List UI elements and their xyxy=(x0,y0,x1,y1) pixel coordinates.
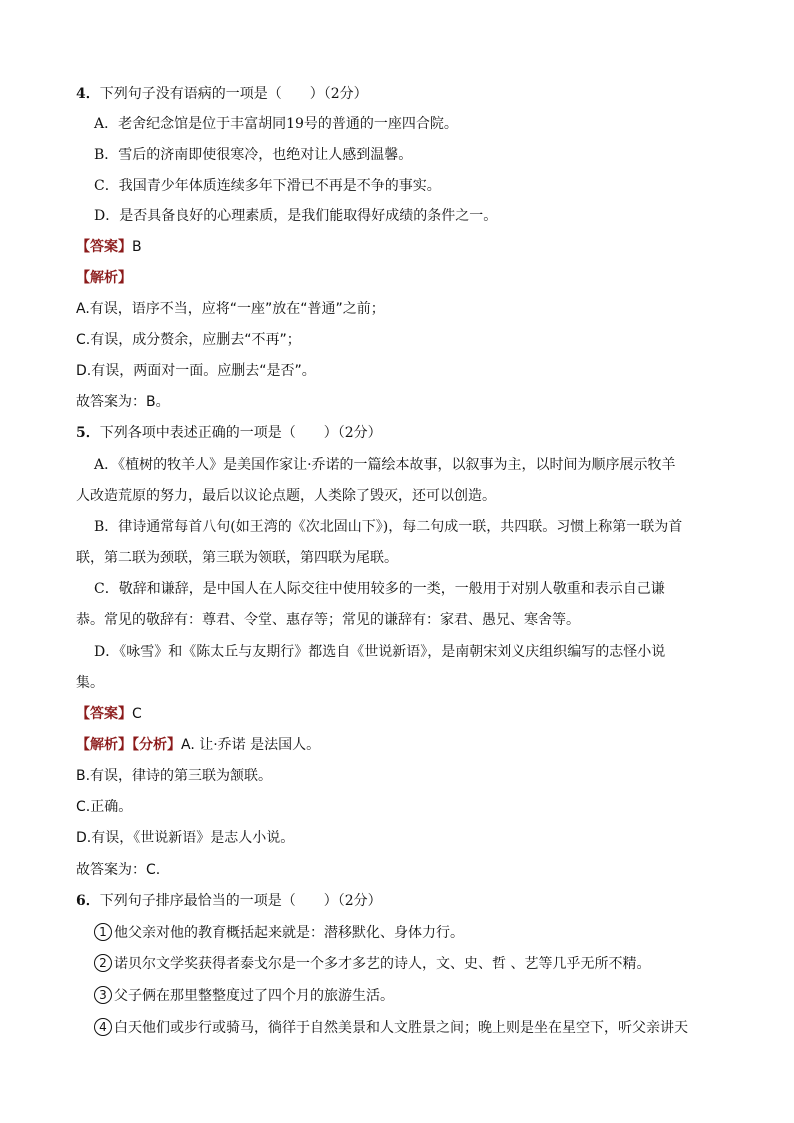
circled-number: 2 xyxy=(94,954,112,972)
q4-answer-value: B xyxy=(132,239,142,255)
circled-number: 4 xyxy=(94,1018,112,1036)
q4-number: 4． xyxy=(76,86,100,102)
q5-option-b-line2: 联，第二联为颈联，第三联为领联，第四联为尾联。 xyxy=(76,550,398,566)
q4-answer xyxy=(76,237,142,257)
q6-item-2 xyxy=(94,954,650,974)
q5-answer-value: C xyxy=(132,706,142,722)
q5-conclusion: 故答案为：C. xyxy=(76,862,161,878)
q6-item-text: 白天他们或步行或骑马，徜徉于自然美景和人文胜景之间；晚上则是坐在星空下，听父亲讲天 xyxy=(114,1020,688,1036)
q6-stem xyxy=(76,891,382,911)
q5-stem xyxy=(76,423,382,443)
q5-option-d-line2: 集。 xyxy=(76,675,104,691)
q4-conclusion: 故答案为：B。 xyxy=(76,394,170,410)
answer-tag: 【答案】 xyxy=(76,706,132,722)
q4-option-b: B．雪后的济南即使很寒冷，也绝对让人感到温馨。 xyxy=(94,147,413,163)
q5-option-d-line1: D．《咏雪》和《陈太丘与友期行》都选自《世说新语》，是南朝宋刘义庆组织编写的志怪小说 xyxy=(94,644,666,660)
circled-number: 3 xyxy=(94,986,112,1004)
q6-item-text: 他父亲对他的教育概括起来就是：潜移默化、身体力行。 xyxy=(114,925,464,941)
q5-analysis-d: D.有误，《世说新语》是志人小说。 xyxy=(76,830,295,846)
q6-item-text: 父子俩在那里整整度过了四个月的旅游生活。 xyxy=(114,988,394,1004)
q5-answer xyxy=(76,704,142,724)
q4-analysis-c: C.有误，成分赘余，应删去“不再”； xyxy=(76,332,301,348)
q6-item-text: 诺贝尔文学奖获得者泰戈尔是一个多才多艺的诗人，文、史、哲 、艺等几乎无所不精。 xyxy=(114,956,651,972)
q5-option-c-line2: 恭。常见的敬辞有：尊君、令堂、惠存等；常见的谦辞有：家君、愚兄、寒舍等。 xyxy=(76,612,580,628)
q5-option-c-line1: C．敬辞和谦辞，是中国人在人际交往中使用较多的一类，一般用于对别人敬重和表示自己谦 xyxy=(94,581,665,597)
q6-item-4 xyxy=(94,1018,688,1038)
analysis-tag: 【解析】【分析】 xyxy=(76,737,181,753)
q4-analysis-a: A.有误，语序不当，应将“一座”放在“普通”之前； xyxy=(76,301,385,317)
q5-number: 5． xyxy=(76,425,100,441)
q4-analysis-tag: 【解析】 xyxy=(76,270,132,286)
q4-analysis-d: D.有误，两面对一面。应删去“是否”。 xyxy=(76,363,316,379)
q6-item-1 xyxy=(94,923,464,943)
q4-option-d: D．是否具备良好的心理素质，是我们能取得好成绩的条件之一。 xyxy=(94,208,498,224)
q5-option-b-line1: B．律诗通常每首八句(如王湾的《次北固山下》)，每二句成一联，共四联。习惯上称第一联为首 xyxy=(94,519,683,535)
answer-tag: 【答案】 xyxy=(76,239,132,255)
q5-analysis-a: A. 让·乔诺 是法国人。 xyxy=(181,737,321,753)
q6-stem-text: 下列句子排序最恰当的一项是（ ）（2分） xyxy=(99,893,382,909)
q4-option-a: A．老舍纪念馆是位于丰富胡同19号的普通的一座四合院。 xyxy=(94,116,458,132)
q4-stem-text: 下列句子没有语病的一项是（ ）（2分） xyxy=(99,86,368,102)
q5-option-a-line2: 人改造荒原的努力，最后以议论点题，人类除了毁灭，还可以创造。 xyxy=(76,488,496,504)
q5-analysis-c: C.正确。 xyxy=(76,799,133,815)
q5-analysis-head xyxy=(76,735,320,755)
q6-item-3 xyxy=(94,986,394,1006)
q4-stem xyxy=(76,84,368,104)
q6-number: 6． xyxy=(76,893,100,909)
q5-stem-text: 下列各项中表述正确的一项是（ ）（2分） xyxy=(99,425,382,441)
q4-option-c: C．我国青少年体质连续多年下滑已不再是不争的事实。 xyxy=(94,178,441,194)
q5-option-a-line1: A．《植树的牧羊人》是美国作家让·乔诺的一篇绘本故事，以叙事为主，以时间为顺序展示牧羊 xyxy=(94,457,676,473)
circled-number: 1 xyxy=(94,923,112,941)
q5-analysis-b: B.有误，律诗的第三联为颔联。 xyxy=(76,768,273,784)
